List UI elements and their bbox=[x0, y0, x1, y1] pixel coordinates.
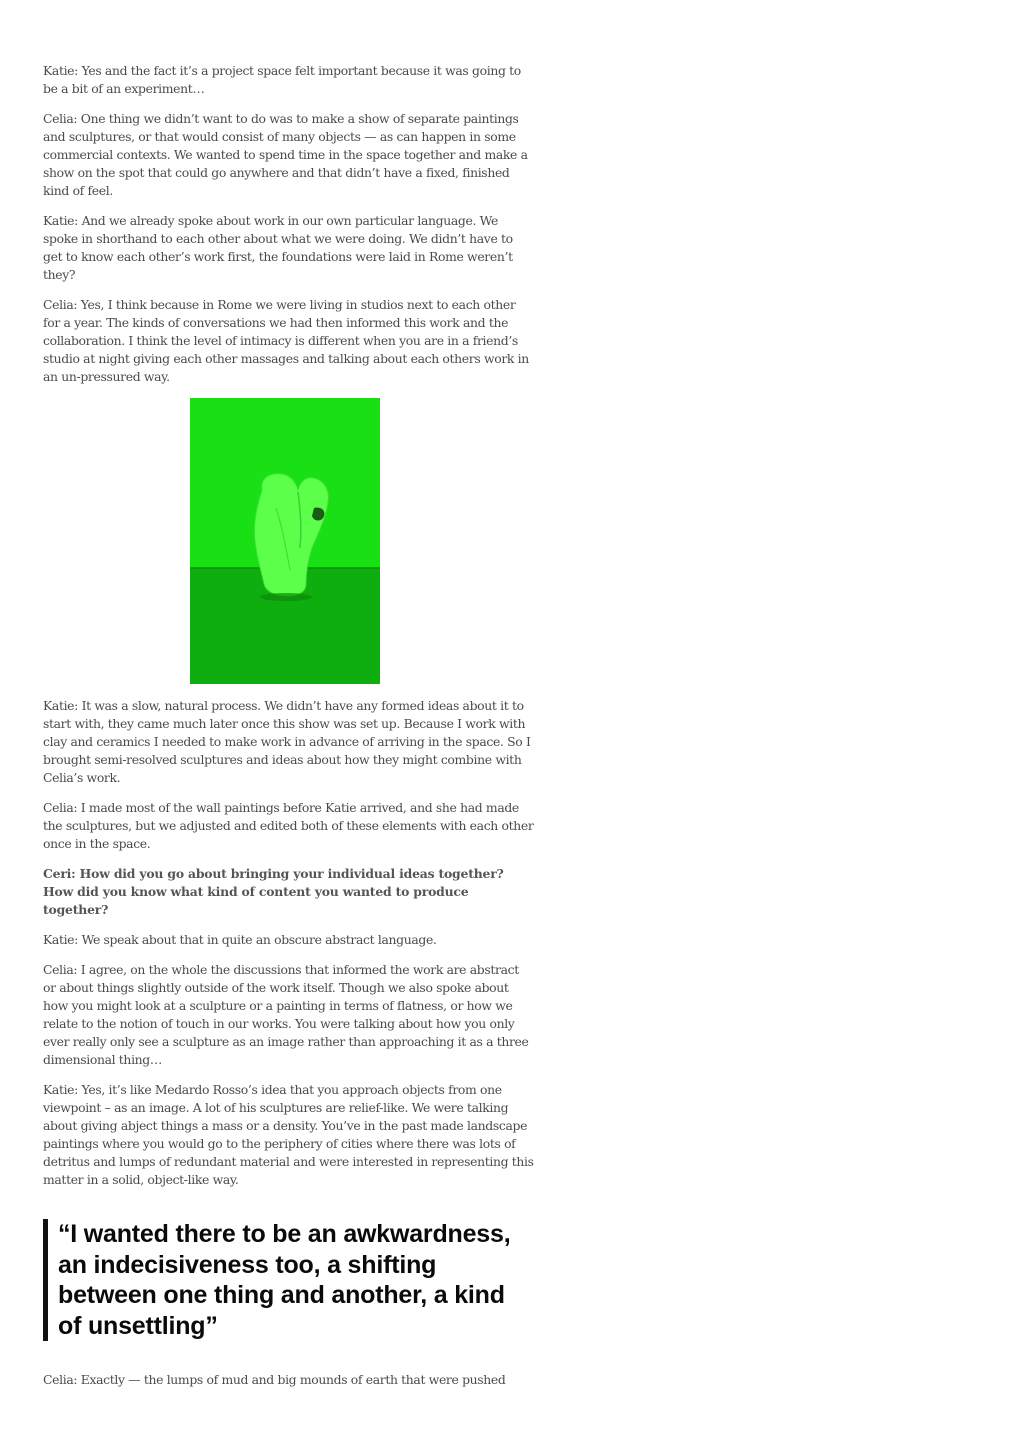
pull-quote bbox=[43, 1219, 518, 1341]
sculpture-photo bbox=[190, 398, 380, 684]
sculpture-photo-graphic bbox=[190, 398, 380, 684]
paragraph: Katie: Yes and the fact it’s a project space felt important because it was going to be a bit of an experiment… bbox=[43, 63, 521, 96]
paragraph: Katie: Yes, it’s like Medardo Rosso’s idea that you approach objects from one viewpoint – as an image. A lot of his sculptures are relief-like. We were talking about giving abject things a mass or a density. You’ve in the past made landscape paintings where you would go to the periphery of cities where there was lots of detritus and lumps of redundant material and were interested in representing this matter in a solid, object-like way. bbox=[43, 1082, 534, 1187]
sculpture-shadow bbox=[260, 593, 312, 601]
paragraph: Celia: One thing we didn’t want to do was to make a show of separate paintings and sculptures, or that would consist of many objects — as can happen in some commercial contexts. We wanted to spend time in the space together and make a show on the spot that could go anywhere and that didn’t have a fixed, finished kind of feel. bbox=[43, 111, 528, 198]
pull-quote-text: “I wanted there to be an awkwardness, an indecisiveness too, a shifting between one thing and another, a kind of unsettling” bbox=[58, 1220, 511, 1340]
paragraph: Celia: Exactly — the lumps of mud and big mounds of earth that were pushed bbox=[43, 1372, 506, 1387]
paragraph: Celia: Yes, I think because in Rome we were living in studios next to each other for a year. The kinds of conversations we had then informed this work and the collaboration. I think the level of intimacy is different when you are in a friend’s studio at night giving each other massages and talking about each others work in an un-pressured way. bbox=[43, 297, 529, 384]
paragraph: Celia: I agree, on the whole the discussions that informed the work are abstract or about things slightly outside of the work itself. Though we also spoke about how you might look at a sculpture or a painting in terms of flatness, or how we relate to the notion of touch in our works. You were talking about how you only ever really only see a sculpture as an image rather than approaching it as a three dimensional thing… bbox=[43, 962, 529, 1067]
paragraph: Katie: We speak about that in quite an obscure abstract language. bbox=[43, 932, 437, 947]
article-body bbox=[43, 62, 535, 1401]
paragraph: Katie: It was a slow, natural process. We didn’t have any formed ideas about it to start with, they came much later once this show was set up. Because I work with clay and ceramics I needed to make work in advance of arriving in the space. So I brought semi-resolved sculptures and ideas about how they might combine with Celia’s work. bbox=[43, 698, 531, 785]
interview-question: Ceri: How did you go about bringing your individual ideas together? How did you know what kind of content you wanted to produce together? bbox=[43, 866, 504, 917]
paragraph: Katie: And we already spoke about work in our own particular language. We spoke in shorthand to each other about what we were doing. We didn’t have to get to know each other’s work first, the foundations were laid in Rome weren’t they? bbox=[43, 213, 513, 282]
paragraph: Celia: I made most of the wall paintings before Katie arrived, and she had made the sculptures, but we adjusted and edited both of these elements with each other once in the space. bbox=[43, 800, 534, 851]
